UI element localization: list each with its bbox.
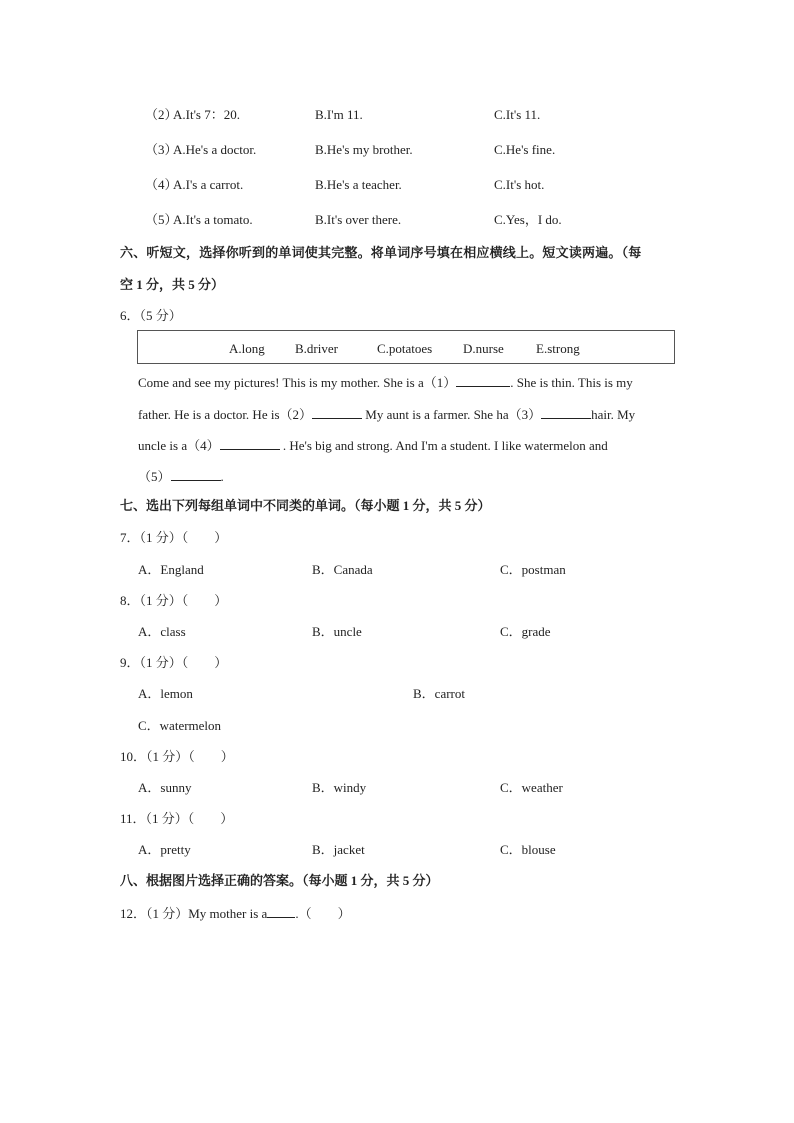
passage-line-2-text-c: hair. My <box>591 407 636 422</box>
question-8-option-b[interactable]: B．uncle <box>312 624 362 639</box>
passage-line-1-text-b: . She is thin. This is my <box>510 375 633 390</box>
word-bank-item-a: A.long <box>229 341 265 356</box>
word-bank-item-d: D.nurse <box>463 341 504 356</box>
section-6-title-line1: 六、听短文，选择你听到的单词使其完整。将单词序号填在相应横线上。短文读两遍。（每 <box>120 245 642 260</box>
q5-item-5-option-c: C.Yes，I do. <box>494 212 562 227</box>
question-9-option-c[interactable]: C．watermelon <box>138 718 222 733</box>
question-12-prefix: 12．（1 分）My mother is a <box>120 906 268 921</box>
q5-item-4-option-c: C.It's hot. <box>494 177 545 192</box>
question-11-option-a[interactable]: A．pretty <box>138 842 191 857</box>
q5-item-5-option-b: B.It's over there. <box>315 212 402 227</box>
question-10-option-c[interactable]: C．weather <box>500 780 563 795</box>
passage-line-4 <box>138 468 675 485</box>
passage-line-3-text-a: uncle is a（4） <box>138 438 220 453</box>
question-7-option-b[interactable]: B．Canada <box>312 562 373 577</box>
q5-item-2-option-a: A.It's 7：20. <box>173 107 240 122</box>
question-6-number: 6．（5 分） <box>120 308 182 323</box>
q5-item-4-num: （4） <box>145 177 178 192</box>
passage-line-2-text-b: My aunt is a farmer. She ha（3） <box>362 407 542 422</box>
question-10-option-b[interactable]: B．windy <box>312 780 367 795</box>
question-7-option-c[interactable]: C．postman <box>500 562 566 577</box>
blank-4[interactable] <box>220 437 280 450</box>
passage-line-3 <box>138 437 675 454</box>
question-9-option-a[interactable]: A．lemon <box>138 686 193 701</box>
blank-5[interactable] <box>171 468 221 481</box>
passage-line-3-text-b: . He's big and strong. And I'm a student. I like watermelon and <box>279 438 608 453</box>
question-10-option-a[interactable]: A．sunny <box>138 780 192 795</box>
question-9-option-b[interactable]: B．carrot <box>413 686 465 701</box>
question-7-number: 7．（1 分）（ ） <box>120 530 228 545</box>
q5-item-5-num: （5） <box>145 212 178 227</box>
q5-item-5-option-a: A.It's a tomato. <box>173 212 253 227</box>
passage-line-4-text-a: （5） <box>138 469 171 484</box>
q5-item-4-option-b: B.He's a teacher. <box>315 177 402 192</box>
question-10-number: 10．（1 分）（ ） <box>120 749 234 764</box>
blank-2[interactable] <box>312 406 362 419</box>
word-bank-item-e: E.strong <box>536 341 580 356</box>
passage-line-2-text-a: father. He is a doctor. He is（2） <box>138 407 313 422</box>
blank-1[interactable] <box>456 374 510 387</box>
passage-line-4-text-b: . <box>220 469 224 484</box>
q5-item-3-num: （3） <box>145 142 178 157</box>
question-11-option-b[interactable]: B．jacket <box>312 842 365 857</box>
q5-item-3-option-a: A.He's a doctor. <box>173 142 257 157</box>
q5-item-4-option-a: A.I's a carrot. <box>173 177 244 192</box>
q5-item-2-option-b: B.I'm 11. <box>315 107 363 122</box>
q5-item-3-option-c: C.He's fine. <box>494 142 556 157</box>
question-12 <box>120 905 351 922</box>
question-8-option-c[interactable]: C．grade <box>500 624 551 639</box>
question-7-option-a[interactable]: A．England <box>138 562 204 577</box>
q5-item-2-num: （2） <box>145 107 178 122</box>
blank-3[interactable] <box>541 406 591 419</box>
q5-item-3-option-b: B.He's my brother. <box>315 142 413 157</box>
word-bank-item-b: B.driver <box>295 341 338 356</box>
q5-item-2-option-c: C.It's 11. <box>494 107 541 122</box>
question-11-option-c[interactable]: C．blouse <box>500 842 556 857</box>
section-6-title-line2: 空 1 分，共 5 分） <box>120 277 225 292</box>
section-7-title: 七、选出下列每组单词中不同类的单词。（每小题 1 分，共 5 分） <box>120 498 491 513</box>
passage-line-2 <box>138 406 675 423</box>
question-11-number: 11．（1 分）（ ） <box>120 811 234 826</box>
question-9-number: 9．（1 分）（ ） <box>120 655 228 670</box>
passage-line-1-text-a: Come and see my pictures! This is my mother. She is a（1） <box>138 375 457 390</box>
question-8-option-a[interactable]: A．class <box>138 624 186 639</box>
section-8-title: 八、根据图片选择正确的答案。（每小题 1 分，共 5 分） <box>120 873 439 888</box>
passage-line-1 <box>138 374 675 391</box>
word-bank-item-c: C.potatoes <box>377 341 433 356</box>
question-12-blank[interactable] <box>267 905 295 918</box>
question-8-number: 8．（1 分）（ ） <box>120 593 228 608</box>
question-12-suffix: .（ ） <box>295 906 351 921</box>
